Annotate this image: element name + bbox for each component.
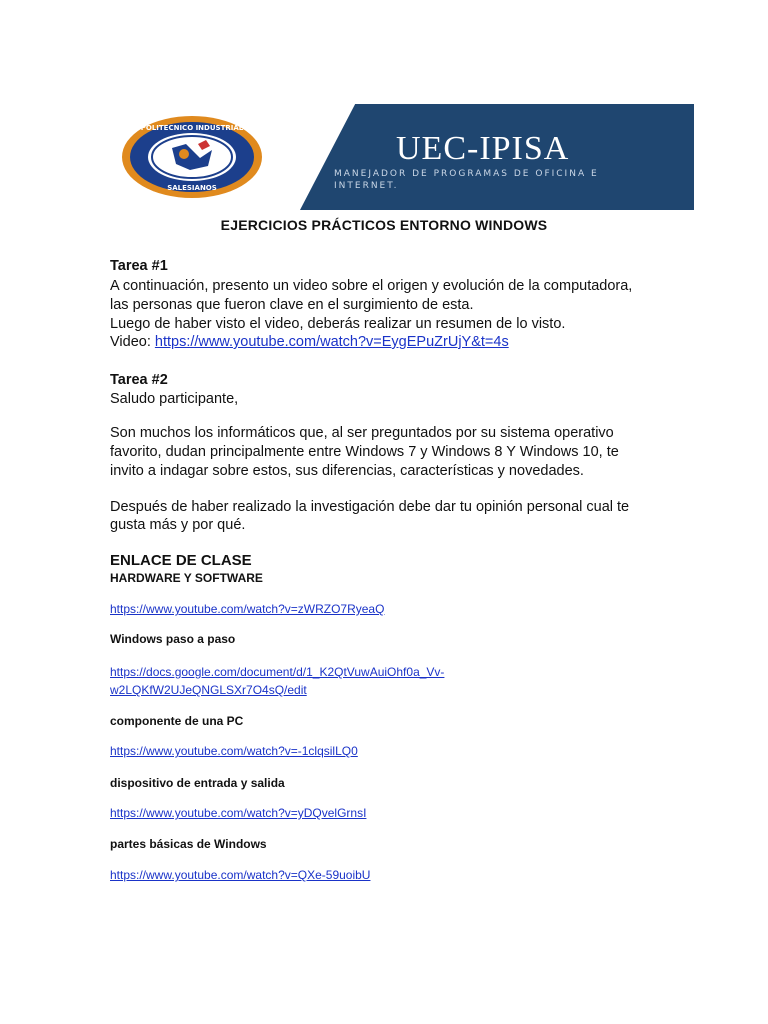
enlace-subtitle: HARDWARE Y SOFTWARE: [110, 571, 263, 585]
componente-pc-link[interactable]: https://www.youtube.com/watch?v=-1clqsilLQ0: [110, 744, 358, 758]
school-seal-logo: [120, 114, 264, 200]
svg-text:SALESIANOS: SALESIANOS: [167, 184, 217, 192]
entrada-salida-link[interactable]: https://www.youtube.com/watch?v=yDQvelGrnsI: [110, 806, 367, 820]
tarea1-line: Luego de haber visto el video, deberás realizar un resumen de lo visto.: [110, 316, 566, 332]
seal-icon: [120, 114, 264, 200]
svg-text:POLITECNICO INDUSTRIAL: POLITECNICO INDUSTRIAL: [140, 124, 244, 132]
header-banner: [110, 104, 694, 210]
banner-subtitle: MANEJADOR DE PROGRAMAS DE OFICINA E INTERNET.: [334, 169, 599, 191]
link-row: [110, 664, 670, 680]
section-label: partes básicas de Windows: [110, 837, 267, 851]
link-row: [110, 682, 670, 698]
tarea2-para2-line: Después de haber realizado la investigación debe dar tu opinión personal cual te: [110, 499, 630, 515]
tarea1-line: las personas que fueron clave en el surgimiento de esta.: [110, 297, 474, 313]
link-row: [110, 743, 670, 759]
link-row: [110, 601, 670, 617]
link-row: [110, 805, 670, 821]
tarea2-greeting: Saludo participante,: [110, 391, 239, 407]
tarea2-para1-line: favorito, dudan principalmente entre Windows 7 y Windows 8 Y Windows 10, te: [110, 444, 619, 460]
banner-title: UEC-IPISA: [396, 130, 570, 167]
hardware-software-link[interactable]: https://www.youtube.com/watch?v=zWRZO7RyeaQ: [110, 602, 385, 616]
windows-paso-link[interactable]: https://docs.google.com/document/d/1_K2QtVuwAuiOhf0a_Vv-: [110, 665, 445, 679]
section-label: componente de una PC: [110, 714, 244, 728]
tarea1-title: Tarea #1: [110, 258, 168, 274]
link-row: [110, 867, 670, 883]
windows-paso-link-cont[interactable]: w2LQKfW2UJeQNGLSXr7O4sQ/edit: [110, 683, 307, 697]
document-heading: EJERCICIOS PRÁCTICOS ENTORNO WINDOWS: [220, 217, 548, 233]
tarea2-para2-line: gusta más y por qué.: [110, 517, 246, 533]
tarea1-video-link[interactable]: https://www.youtube.com/watch?v=EygEPuZrUjY&t=4s: [154, 334, 509, 350]
section-label: Windows paso a paso: [110, 632, 236, 646]
tarea2-title: Tarea #2: [110, 372, 168, 388]
video-label: Video:: [110, 334, 155, 350]
tarea1-line: A continuación, presento un video sobre el origen y evolución de la computadora,: [110, 278, 633, 294]
partes-windows-link[interactable]: https://www.youtube.com/watch?v=QXe-59uoibU: [110, 868, 371, 882]
tarea1-video-line: [110, 333, 670, 352]
tarea2-para1-line: invito a indagar sobre estos, sus diferencias, características y novedades.: [110, 463, 584, 479]
enlace-title: ENLACE DE CLASE: [110, 552, 252, 569]
section-label: dispositivo de entrada y salida: [110, 776, 285, 790]
tarea2-para1-line: Son muchos los informáticos que, al ser preguntados por su sistema operativo: [110, 425, 614, 441]
